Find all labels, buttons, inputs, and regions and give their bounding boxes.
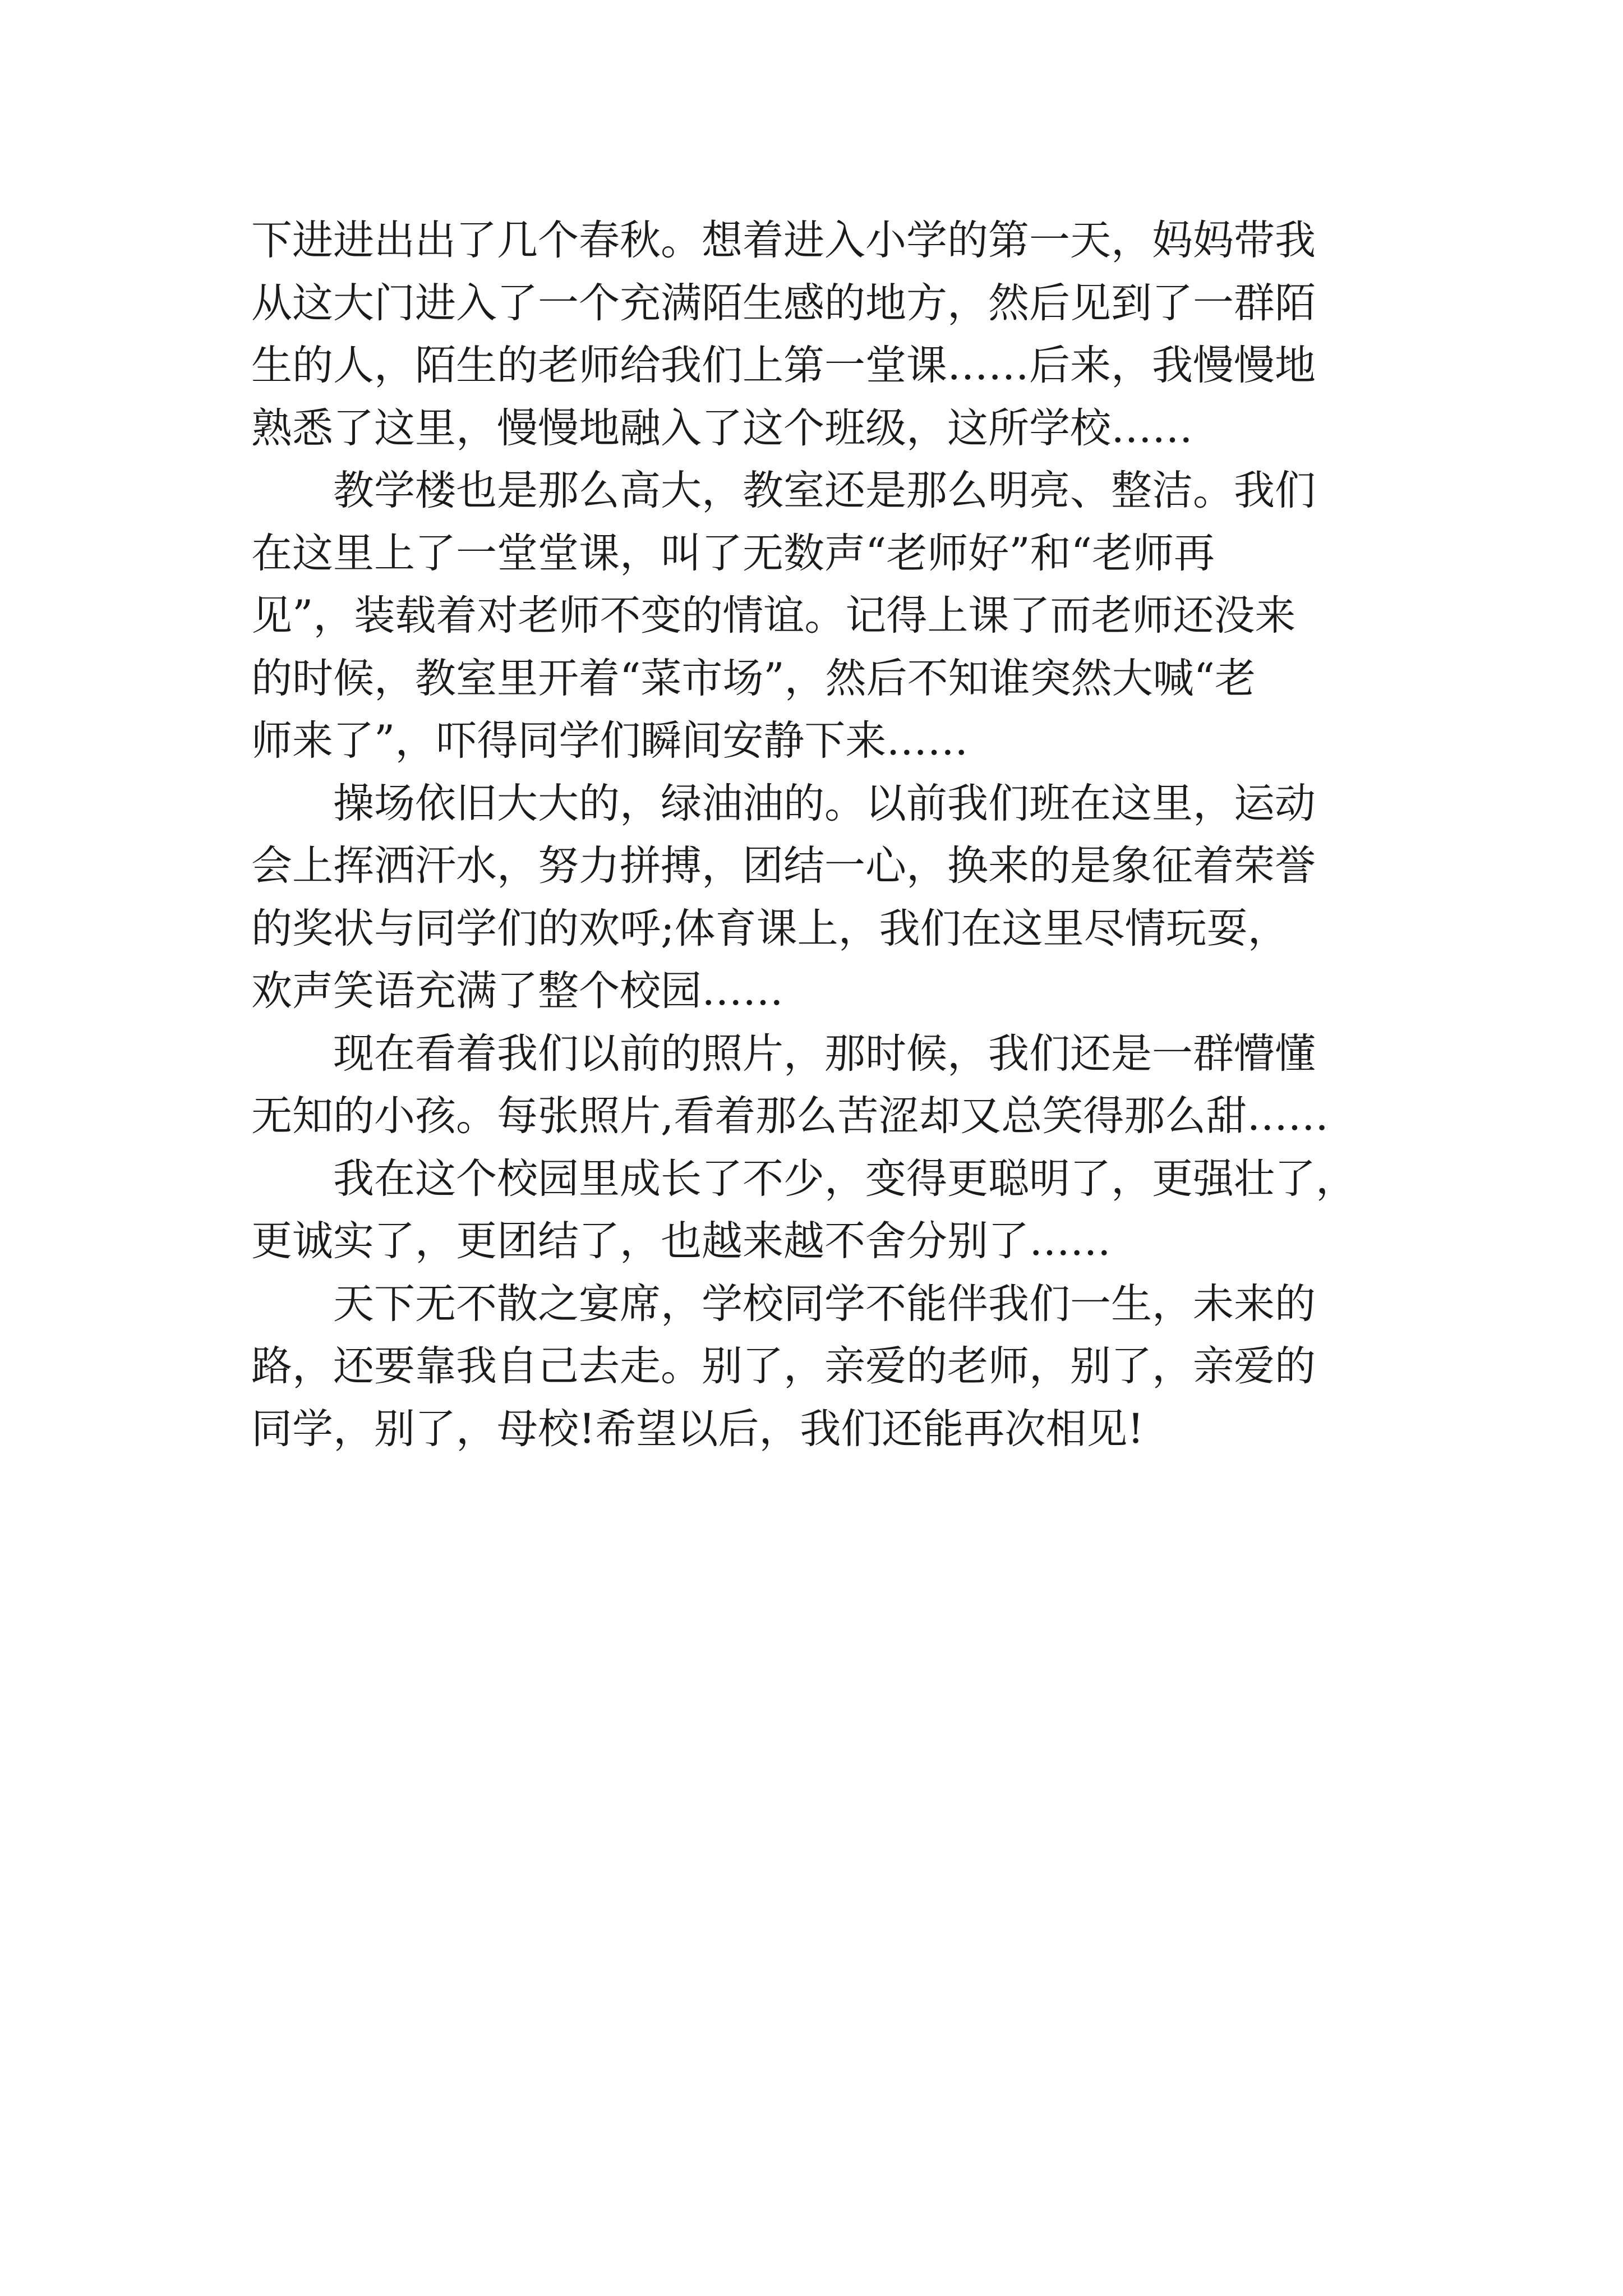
text-line: 的时候，教室里开着“菜市场”，然后不知谁突然大喊“老 xyxy=(251,654,1256,702)
text-line: 会上挥洒汗水，努力拼搏，团结一心，换来的是象征着荣誉 xyxy=(251,842,1316,890)
text-line: 下进进出出了几个春秋。想着进入小学的第一天，妈妈带我 xyxy=(251,217,1316,264)
text-line: 无知的小孩。每张照片,看着那么苦涩却又总笑得那么甜…… xyxy=(251,1092,1329,1140)
text-line: 更诚实了，更团结了，也越来越不舍分别了…… xyxy=(251,1217,1111,1265)
text-line-first: 现在看着我们以前的照片，那时候，我们还是一群懵懂 xyxy=(333,1029,1316,1078)
text-line: 师来了”，吓得同学们瞬间安静下来…… xyxy=(251,717,969,765)
essay-body xyxy=(251,209,1384,1460)
paragraph-6 xyxy=(251,1273,1384,1461)
text-line: 同学，别了，母校!希望以后，我们还能再次相见! xyxy=(251,1405,1144,1453)
text-line: 的奖状与同学们的欢呼;体育课上，我们在这里尽情玩耍， xyxy=(251,904,1289,953)
text-line: 生的人，陌生的老师给我们上第一堂课……后来，我慢慢地 xyxy=(251,342,1316,389)
paragraph-4 xyxy=(251,1023,1384,1148)
paragraph-2 xyxy=(251,459,1384,772)
text-line: 路，还要靠我自己去走。别了，亲爱的老师，别了，亲爱的 xyxy=(251,1342,1316,1390)
paragraph-5 xyxy=(251,1148,1384,1273)
text-line-first: 天下无不散之宴席，学校同学不能伴我们一生，未来的 xyxy=(333,1280,1316,1328)
text-line: 在这里上了一堂堂课，叫了无数声“老师好”和“老师再 xyxy=(251,529,1215,577)
paragraph-1 xyxy=(251,209,1384,459)
text-line: 熟悉了这里，慢慢地融入了这个班级，这所学校…… xyxy=(251,404,1193,452)
paragraph-3 xyxy=(251,772,1384,1023)
text-line-first: 我在这个校园里成长了不少，变得更聪明了，更强壮了， xyxy=(333,1154,1357,1203)
text-line: 从这大门进入了一个充满陌生感的地方，然后见到了一群陌 xyxy=(251,279,1316,327)
text-line-first: 操场依旧大大的，绿油油的。以前我们班在这里，运动 xyxy=(333,779,1316,827)
text-line: 见”，装载着对老师不变的情谊。记得上课了而老师还没来 xyxy=(251,592,1296,639)
text-line: 欢声笑语充满了整个校园…… xyxy=(251,967,783,1015)
text-line-first: 教学楼也是那么高大，教室还是那么明亮、整洁。我们 xyxy=(333,467,1316,514)
